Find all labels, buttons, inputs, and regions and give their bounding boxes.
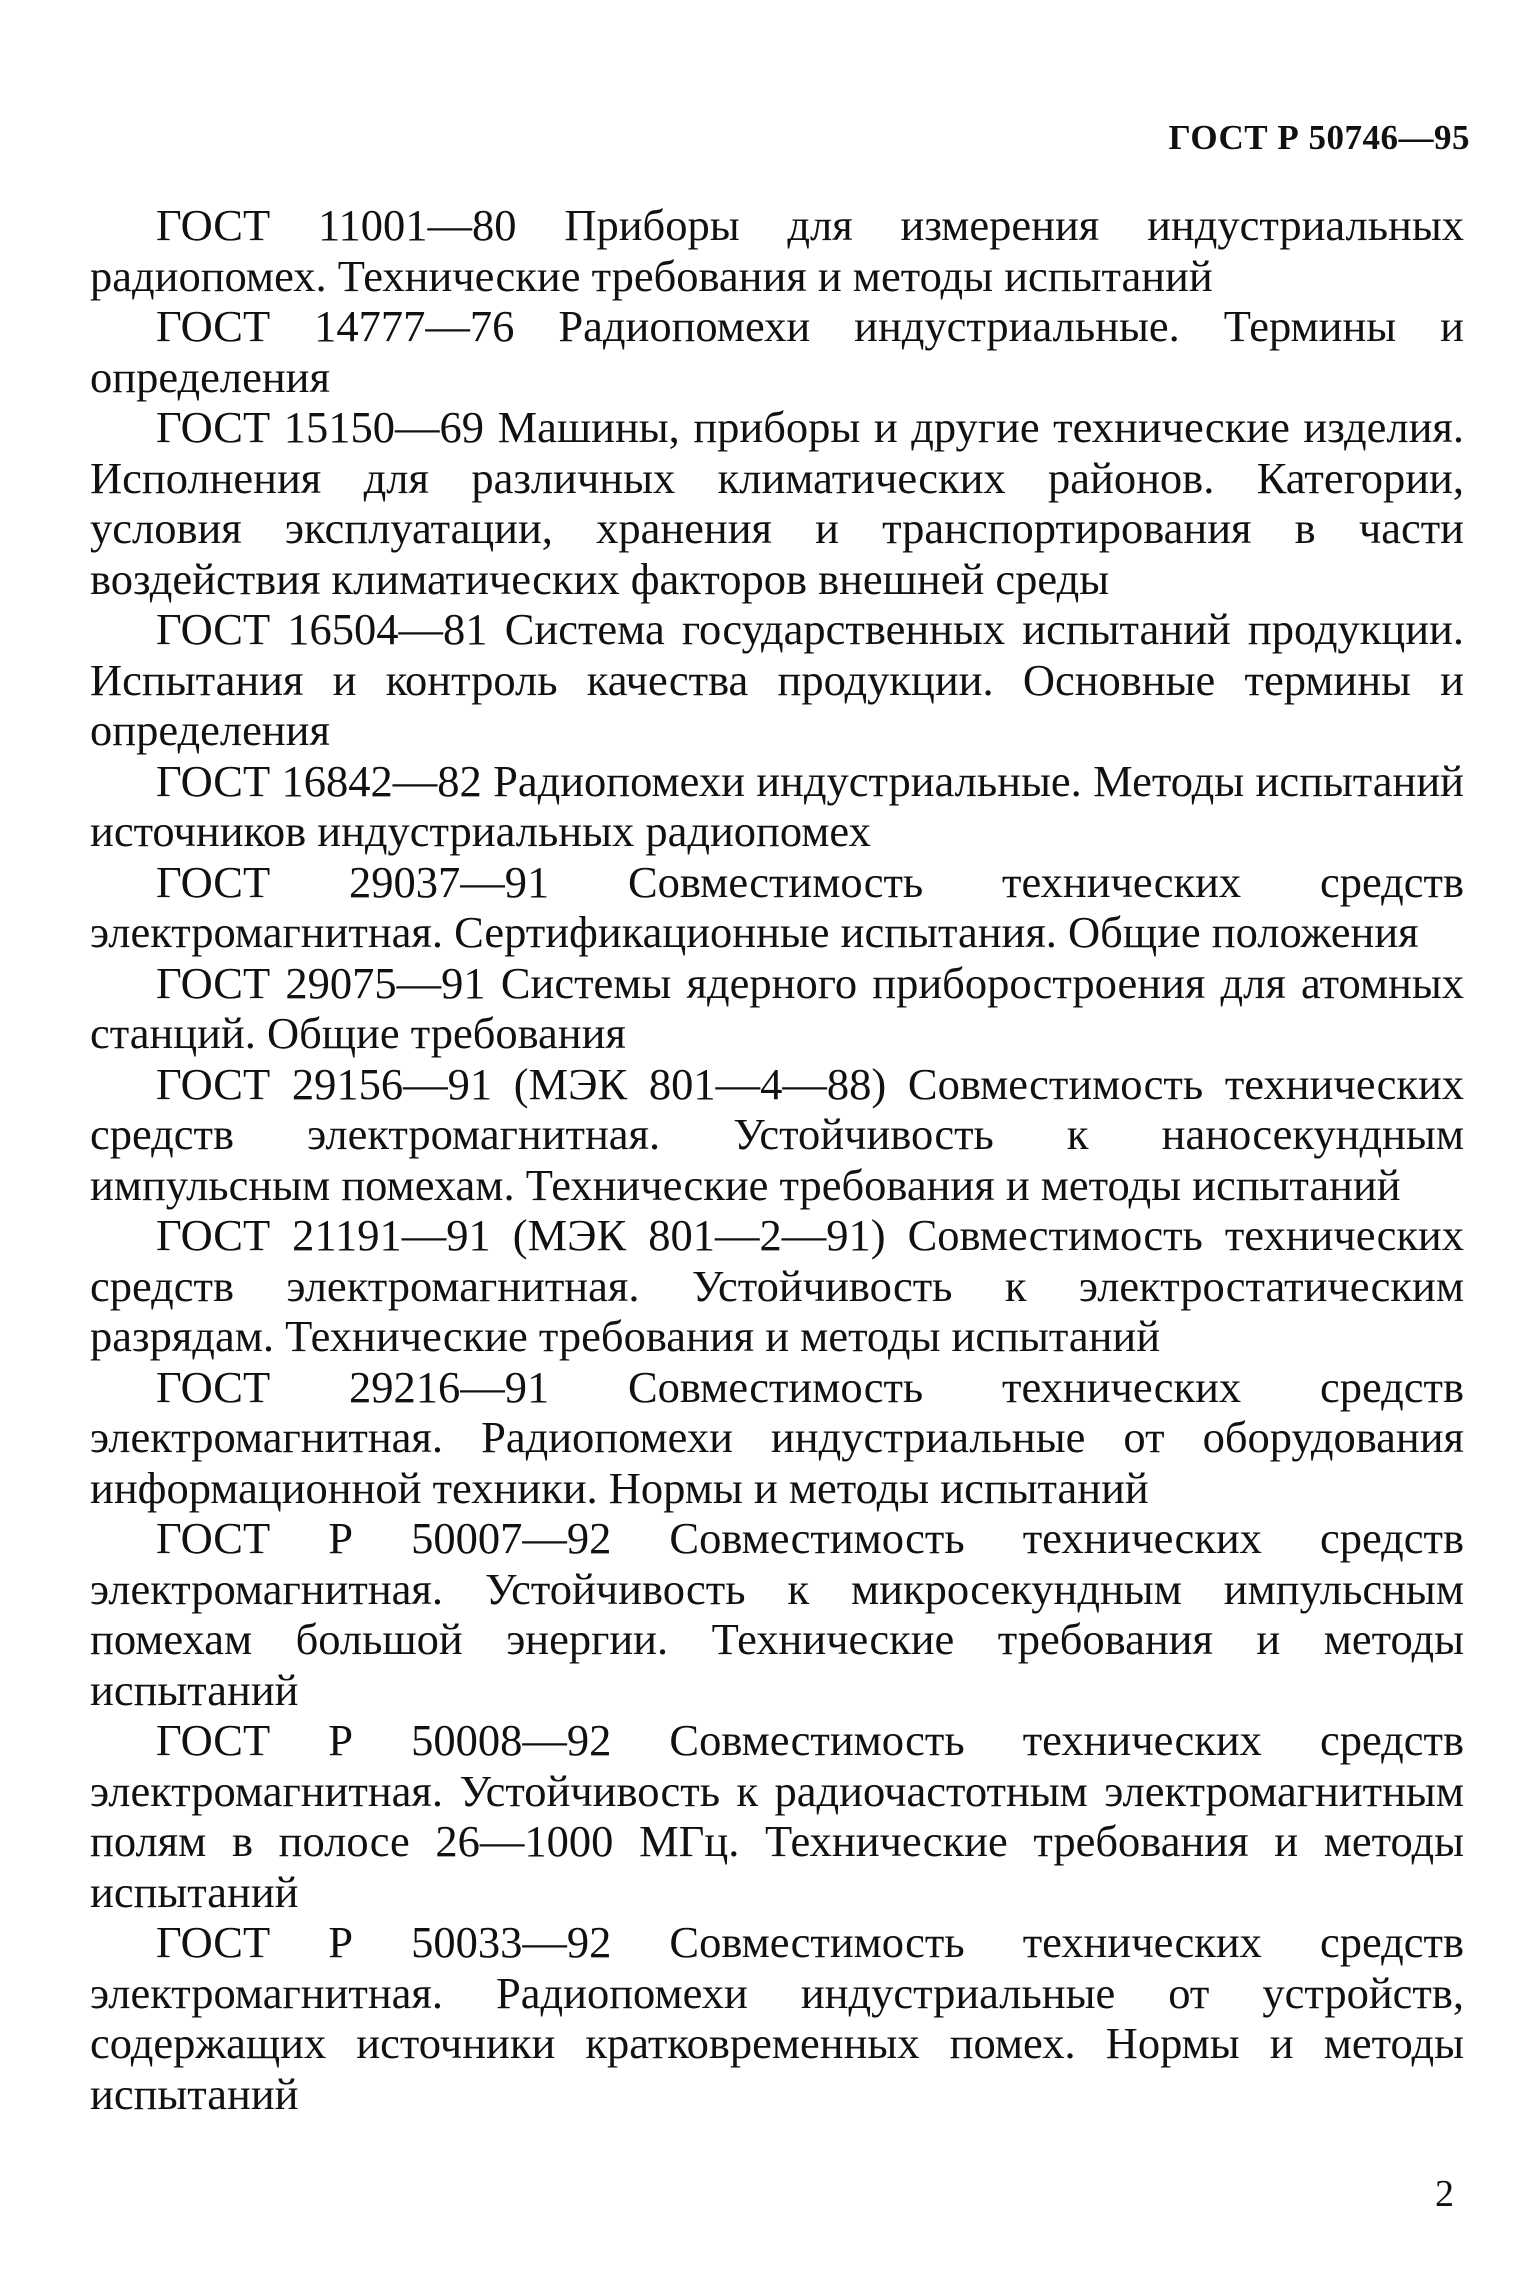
reference-code: ГОСТ 16504—81 (156, 604, 488, 654)
reference-title: Система государственных испытаний продукции. Испытания и контроль качества продукции. Основные термины и определения (90, 604, 1464, 755)
reference-title: Совместимость технических средств электромагнитная. Сертификационные испытания. Общие положения (90, 856, 1464, 957)
reference-item (90, 958, 1464, 1059)
reference-code: ГОСТ 21191—91 (156, 1210, 491, 1260)
reference-title: Машины, приборы и другие технические изделия. Исполнения для различных климатических районов. Категории, условия эксплуатации, хранения и транспортирования в части воздействия климатических факторов внешней среды (90, 402, 1465, 604)
reference-item (90, 1362, 1464, 1514)
reference-item (90, 301, 1464, 402)
reference-code: ГОСТ 29216—91 (156, 1361, 550, 1412)
reference-code: ГОСТ Р 50007—92 (156, 1513, 612, 1563)
reference-title: Радиопомехи индустриальные. Термины и определения (90, 301, 1464, 402)
reference-item (90, 1210, 1464, 1362)
reference-item (90, 1917, 1464, 2119)
reference-item (90, 1715, 1464, 1917)
reference-title: Радиопомехи индустриальные. Методы испытаний источников индустриальных радиопомех (90, 755, 1464, 856)
reference-item (90, 1059, 1464, 1211)
reference-code: ГОСТ 29156—91 (156, 1058, 493, 1109)
reference-code: ГОСТ 15150—69 (156, 402, 484, 452)
reference-code: ГОСТ 11001—80 (156, 200, 517, 250)
reference-title: (МЭК 801—2—91) Совместимость технических средств электромагнитная. Устойчивость к электростатическим разрядам. Технические требования и методы испытаний (90, 1210, 1464, 1361)
reference-title: Приборы для измерения индустриальных радиопомех. Технические требования и методы испытаний (90, 200, 1465, 301)
reference-item (90, 857, 1464, 958)
page-header: ГОСТ Р 50746—95 (1168, 118, 1470, 157)
reference-title: Совместимость технических средств электромагнитная. Радиопомехи индустриальные от оборудования информационной техники. Нормы и методы испытаний (90, 1361, 1464, 1513)
reference-title: (МЭК 801—4—88) Совместимость технических средств электромагнитная. Устойчивость к наносекундным импульсным помехам. Технические требования и методы испытаний (90, 1058, 1465, 1210)
reference-code: ГОСТ Р 50008—92 (156, 1715, 612, 1765)
reference-title: Совместимость технических средств электромагнитная. Устойчивость к радиочастотным электромагнитным полям в полосе 26—1000 МГц. Технические требования и методы испытаний (90, 1715, 1464, 1917)
reference-code: ГОСТ 16842—82 (156, 755, 482, 806)
reference-item (90, 402, 1464, 604)
reference-code: ГОСТ 29037—91 (156, 856, 550, 907)
normative-references-list (90, 200, 1464, 2119)
page-number: 2 (1435, 2173, 1454, 2215)
reference-code: ГОСТ 14777—76 (156, 301, 515, 351)
reference-item (90, 200, 1464, 301)
reference-title: Совместимость технических средств электромагнитная. Радиопомехи индустриальные от устройств, содержащих источники кратковременных помех. Нормы и методы испытаний (90, 1917, 1464, 2119)
reference-title: Совместимость технических средств электромагнитная. Устойчивость к микросекундным импульсным помехам большой энергии. Технические требования и методы испытаний (90, 1513, 1464, 1715)
reference-code: ГОСТ 29075—91 (156, 957, 486, 1008)
reference-item (90, 604, 1464, 756)
reference-item (90, 1513, 1464, 1715)
reference-item (90, 756, 1464, 857)
reference-title: Системы ядерного приборостроения для атомных станций. Общие требования (90, 957, 1465, 1058)
reference-code: ГОСТ Р 50033—92 (156, 1917, 612, 1967)
